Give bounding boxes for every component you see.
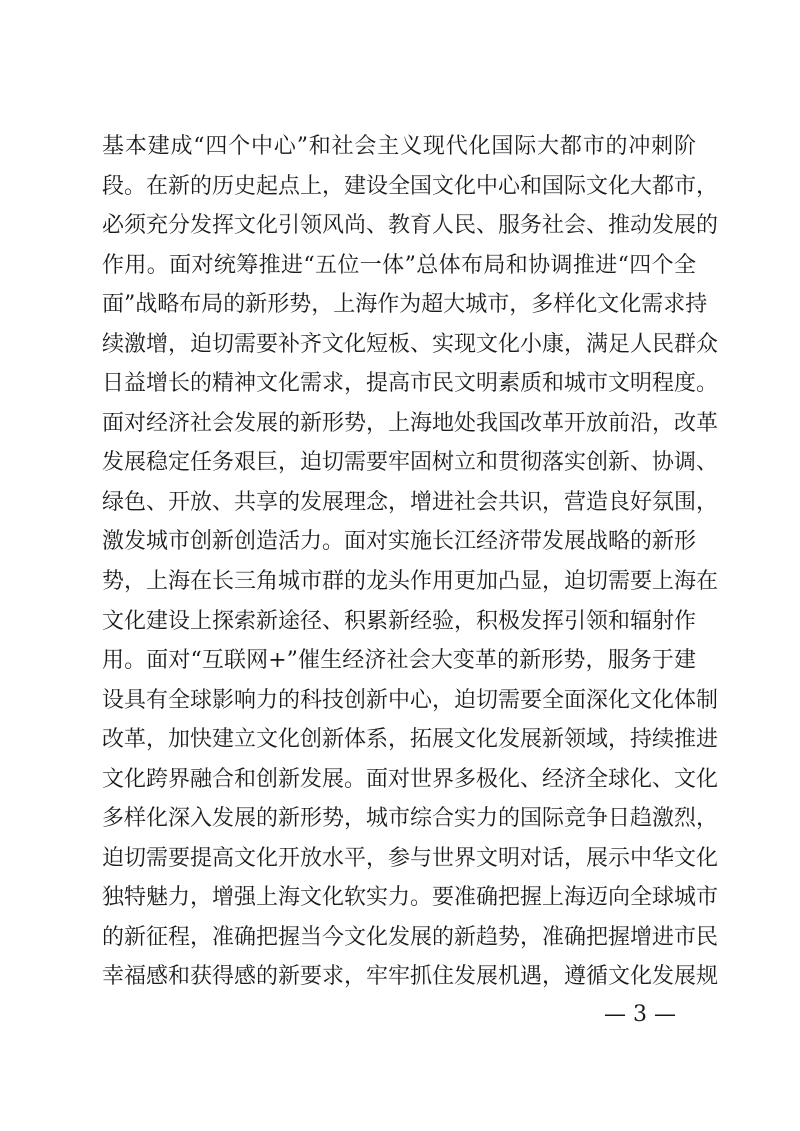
text-line: 日益增长的精神文化需求，提高市民文明素质和城市文明程度。 <box>102 371 719 397</box>
text-line: 段。在新的历史起点上，建设全国文化中心和国际文化大都市， <box>102 173 719 199</box>
text-line: 基本建成“四个中心”和社会主义现代化国际大都市的冲刺阶 <box>102 134 696 159</box>
text-line: 迫切需要提高文化开放水平，参与世界文明对话，展示中华文化 <box>102 845 719 871</box>
text-line: 势，上海在长三角城市群的龙头作用更加凸显，迫切需要上海在 <box>102 569 719 595</box>
text-line: 多样化深入发展的新形势，城市综合实力的国际竞争日趋激烈， <box>102 806 719 832</box>
text-line: 改革，加快建立文化创新体系，拓展文化发展新领域，持续推进 <box>102 727 719 753</box>
text-line: 发展稳定任务艰巨，迫切需要牢固树立和贯彻落实创新、协调、 <box>102 450 719 476</box>
text-line: 必须充分发挥文化引领风尚、教育人民、服务社会、推动发展的 <box>102 213 719 239</box>
text-line: 幸福感和获得感的新要求，牢牢抓住发展机遇，遵循文化发展规 <box>102 964 719 990</box>
text-line: 独特魅力，增强上海文化软实力。要准确把握上海迈向全球城市 <box>102 885 719 911</box>
text-line: 文化跨界融合和创新发展。面对世界多极化、经济全球化、文化 <box>102 766 719 792</box>
text-line: 的新征程，准确把握当今文化发展的新趋势，准确把握增进市民 <box>102 924 719 950</box>
text-line: 绿色、开放、共享的发展理念，增进社会共识，营造良好氛围， <box>102 489 719 515</box>
text-line: 设具有全球影响力的科技创新中心，迫切需要全面深化文化体制 <box>102 687 719 713</box>
text-line: 文化建设上探索新途径、积累新经验，积极发挥引领和辐射作 <box>102 608 697 634</box>
text-line: 面对经济社会发展的新形势，上海地处我国改革开放前沿，改革 <box>102 410 719 436</box>
body-paragraph <box>102 127 719 997</box>
text-line: 续激增，迫切需要补齐文化短板、实现文化小康，满足人民群众 <box>102 331 719 357</box>
text-line: 用。面对“互联网+”催生经济社会大变革的新形势，服务于建 <box>102 648 696 674</box>
text-line: 面”战略布局的新形势，上海作为超大城市，多样化文化需求持 <box>102 292 708 318</box>
text-line: 作用。面对统筹推进“五位一体”总体布局和协调推进“四个全 <box>102 252 696 278</box>
text-line: 激发城市创新创造活力。面对实施长江经济带发展战略的新形 <box>102 529 697 555</box>
page-number: — 3 — <box>604 1002 676 1027</box>
